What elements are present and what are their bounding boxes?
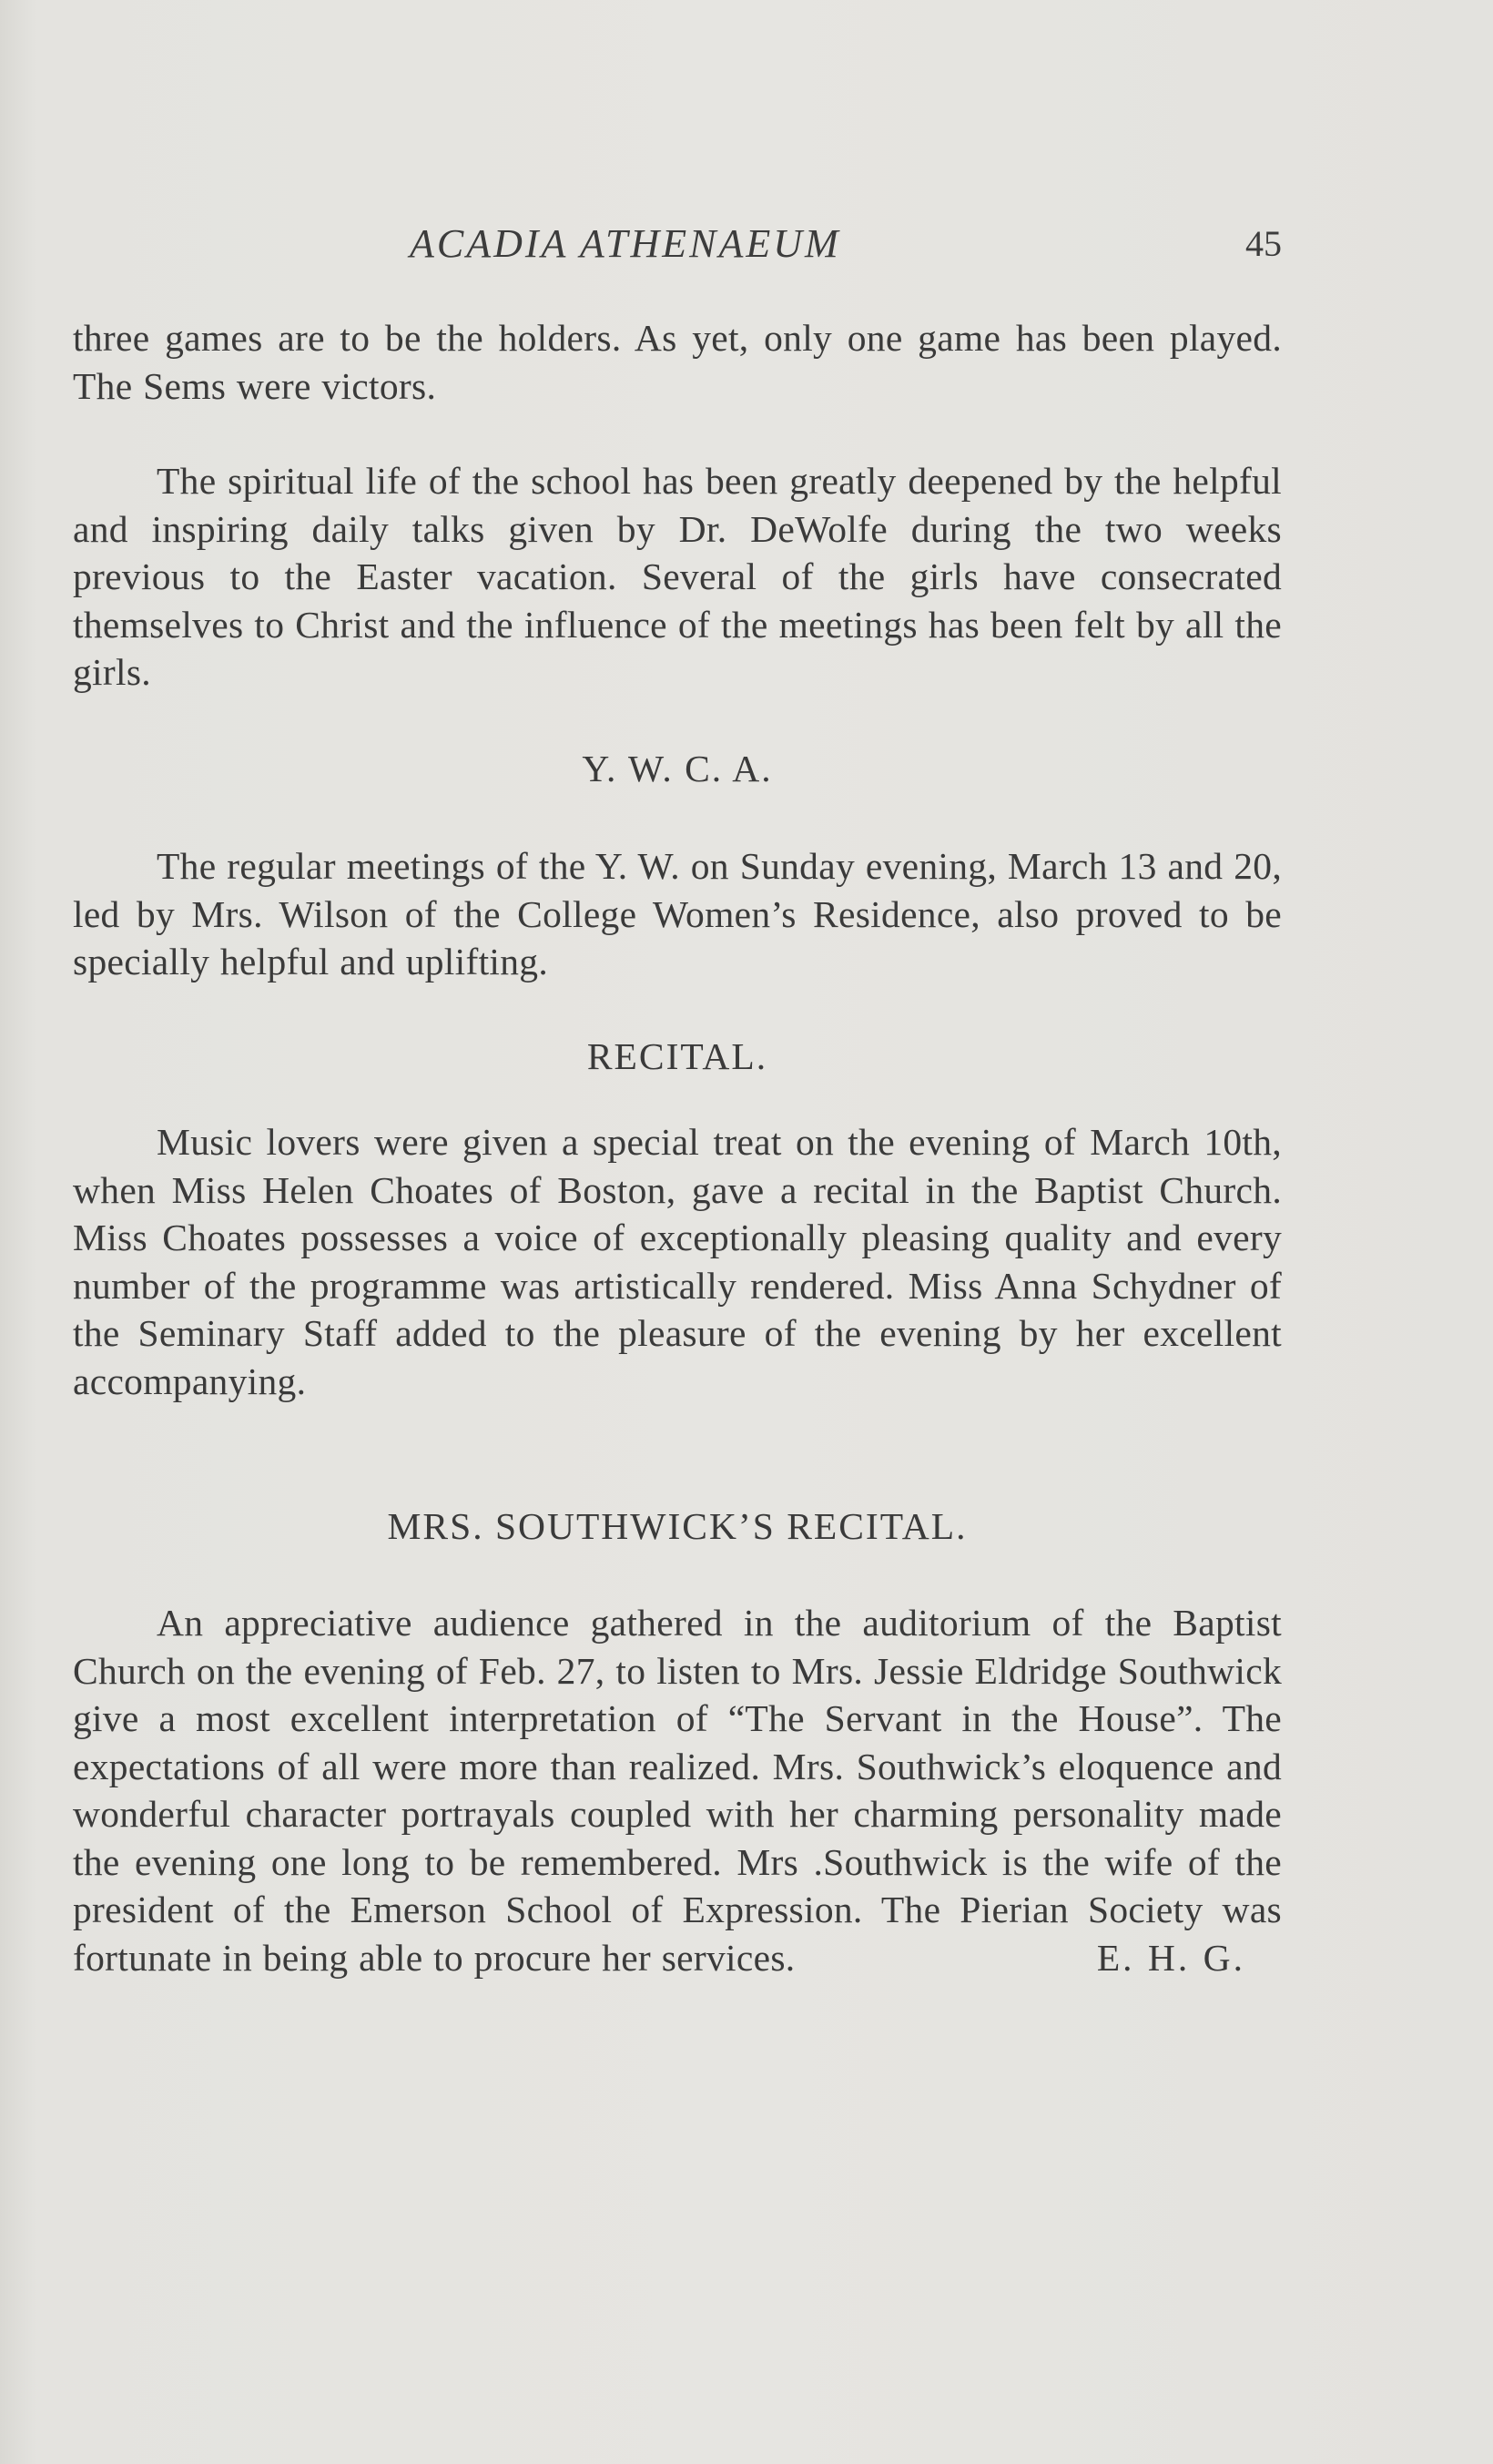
paragraph-text [73,1599,1282,1981]
heading-recital: RECITAL. [586,1035,768,1077]
running-title: ACADIA ATHENAEUM [410,221,841,266]
paragraph-games [73,314,1282,410]
paragraph-spiritual-life [73,457,1282,697]
signature: E. H. G. [1096,1936,1245,1979]
page-header [73,220,1282,275]
paragraph-text: three games are to be the holders. As yet, only one game has been played. The Sems were victors. [73,317,1282,407]
paragraph-ywca-meetings [73,842,1282,986]
heading-ywca: Y. W. C. A. [582,748,773,789]
paragraph-text: The spiritual life of the school has been greatly deepened by the helpful and inspiring daily talks given by Dr. DeWolfe during the two weeks previous to the Easter vacation. Several of the girls have consecrated themselves to Christ and the influence of the meetings has been felt by all the girls. [73,460,1282,693]
heading-southwick-recital: MRS. SOUTHWICK’S RECITAL. [387,1505,968,1547]
paragraph-southwick [73,1599,1282,1981]
paragraph-text: The regular meetings of the Y. W. on Sunday evening, March 13 and 20, led by Mrs. Wilson of the College Women’s Residence, also proved to be specially helpful and uplifting. [73,845,1282,983]
paragraph-recital [73,1118,1282,1405]
paragraph-text: Music lovers were given a special treat on the evening of March 10th, when Miss Helen Choates of Boston, gave a recital in the Baptist Church. Miss Choates possesses a voice of exceptionally pleasing quality and every number of the programme was artistically rendered. Miss Anna Schydner of the Seminary Staff added to the pleasure of the evening by her excellent accompanying. [73,1121,1282,1402]
page-number: 45 [1245,223,1282,264]
paragraph-body: An appreciative audience gathered in the auditorium of the Baptist Church on the evening of Feb. 27, to listen to Mrs. Jessie Eldridge Southwick give a most excellent interpretation of “The Servant in the House”. The expectations of all were more than realized. Mrs. Southwick’s eloquence and wonderful character portrayals coupled with her charming personality made the evening one long to be remembered. Mrs .Southwick is the wife of the president of the Emerson School of Expression. The Pierian Society was fortunate in being able to procure her services. [73,1602,1282,1979]
